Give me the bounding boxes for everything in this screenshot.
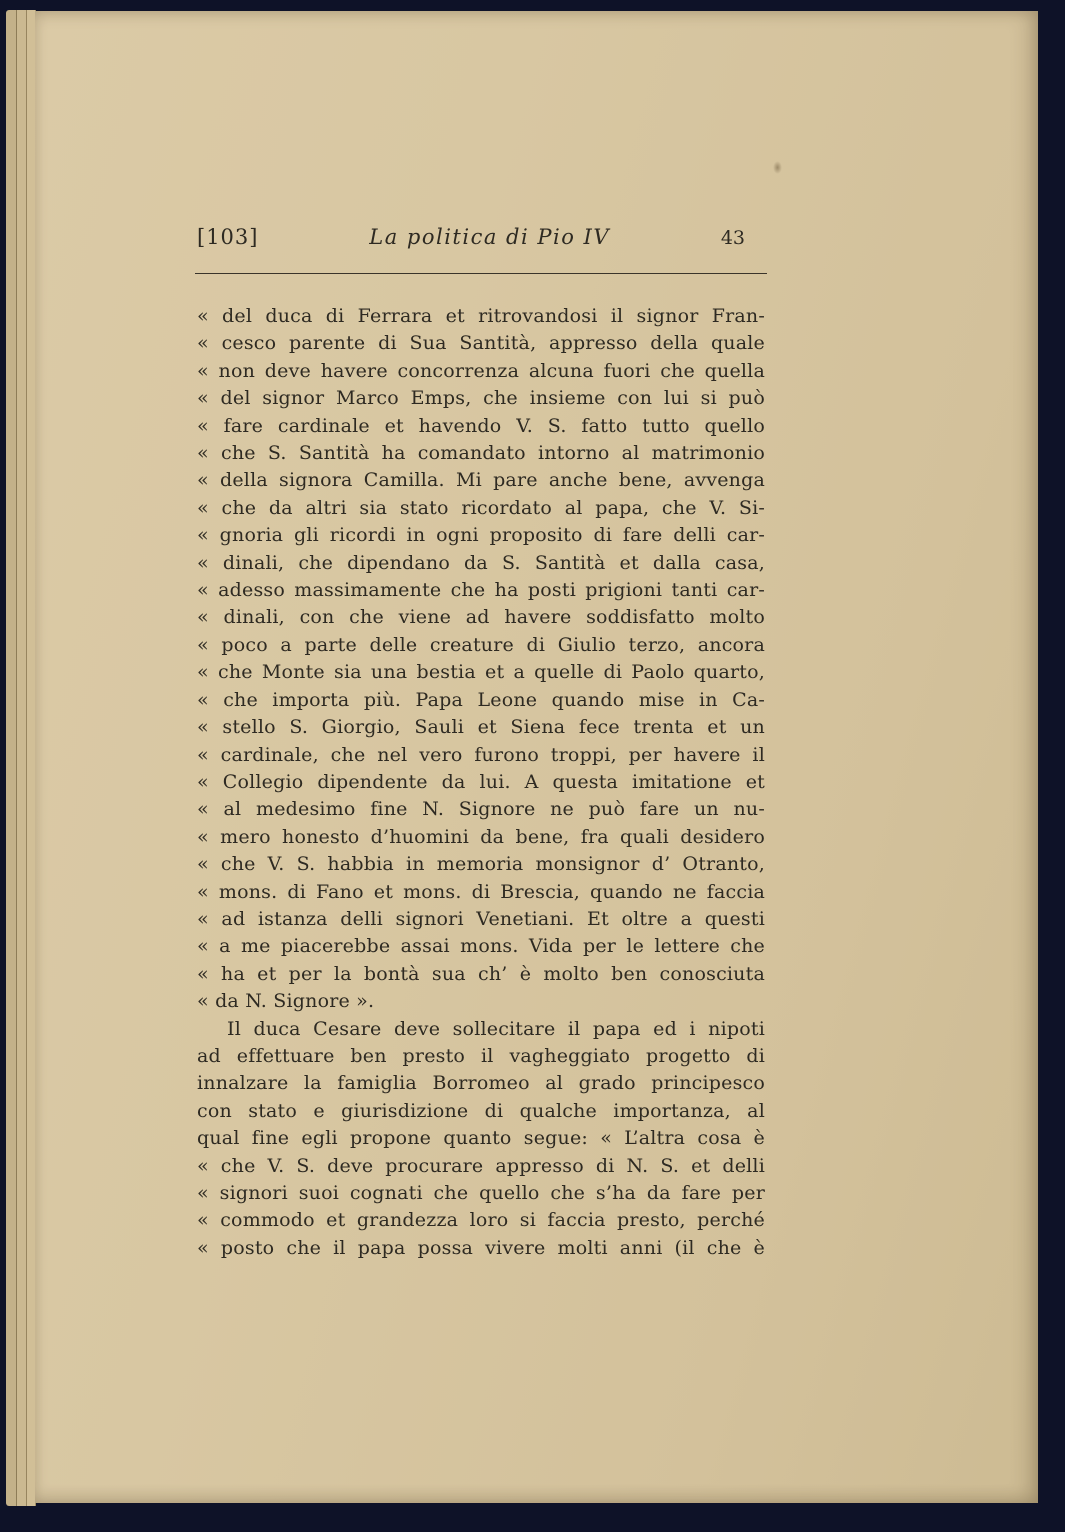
page-edge-strip <box>17 10 27 1506</box>
text-line: « a me piacerebbe assai mons. Vida per le lettere che <box>197 935 765 958</box>
text-line: « del signor Marco Emps, che insieme con lui si può <box>197 387 765 410</box>
text-line: « stello S. Giorgio, Sauli et Siena fece trenta et un <box>197 716 765 739</box>
text-line: « da N. Signore ». <box>197 990 375 1013</box>
text-line: « che da altri sia stato ricordato al papa, che V. Si- <box>197 496 765 519</box>
text-line: « dinali, con che viene ad havere soddisfatto molto <box>197 606 765 629</box>
text-line: « non deve havere concorrenza alcuna fuori che quella <box>197 359 765 382</box>
page-edge-strip <box>6 10 17 1506</box>
body-text <box>197 303 765 1262</box>
paper-stain <box>773 161 782 174</box>
text-line: « che V. S. deve procurare appresso di N. S. et delli <box>197 1154 765 1177</box>
text-line: « mons. di Fano et mons. di Brescia, quando ne faccia <box>197 880 765 903</box>
page-header <box>197 225 767 249</box>
text-line: qual fine egli propone quanto segue: « L’altra cosa è <box>197 1127 765 1150</box>
text-line: « ad istanza delli signori Venetiani. Et oltre a questi <box>197 907 765 930</box>
text-line: innalzare la famiglia Borromeo al grado principesco <box>197 1072 765 1095</box>
page-number: 43 <box>720 227 745 249</box>
text-line: con stato e giurisdizione di qualche importanza, al <box>197 1099 765 1122</box>
text-line: « fare cardinale et havendo V. S. fatto tutto quello <box>197 414 765 437</box>
text-line: « dinali, che dipendano da S. Santità et dalla casa, <box>197 551 765 574</box>
text-line: « gnoria gli ricordi in ogni proposito di fare delli car- <box>197 524 765 547</box>
text-line: Il duca Cesare deve sollecitare il papa ed i nipoti <box>227 1017 765 1040</box>
text-line: « che S. Santità ha comandato intorno al matrimonio <box>197 442 765 465</box>
header-rule <box>195 273 767 274</box>
text-line: « mero honesto d’huomini da bene, fra quali desidero <box>197 825 765 848</box>
text-line: « Collegio dipendente da lui. A questa imitatione et <box>197 770 765 793</box>
text-line: « cardinale, che nel vero furono troppi, per havere il <box>197 743 765 766</box>
text-line: ad effettuare ben presto il vagheggiato progetto di <box>197 1044 765 1067</box>
text-line: « commodo et grandezza loro si faccia presto, perché <box>197 1209 765 1232</box>
text-line: « ha et per la bontà sua ch’ è molto ben conosciuta <box>197 962 765 985</box>
text-line: « signori suoi cognati che quello che s’ha da fare per <box>197 1182 765 1204</box>
text-line: « al medesimo fine N. Signore ne può fare un nu- <box>197 798 765 821</box>
text-line: « del duca di Ferrara et ritrovandosi il signor Fran- <box>197 305 765 327</box>
text-line: « che importa più. Papa Leone quando mise in Ca- <box>197 688 765 711</box>
text-line: « posto che il papa possa vivere molti anni (il che è <box>197 1236 765 1259</box>
text-line: « che Monte sia una bestia et a quelle di Paolo quarto, <box>197 661 765 684</box>
running-title: La politica di Pio IV <box>369 225 610 249</box>
text-line: « adesso massimamente che ha posti prigioni tanti car- <box>197 579 765 602</box>
text-line: « che V. S. habbia in memoria monsignor d’ Otranto, <box>197 853 765 876</box>
text-line: « della signora Camilla. Mi pare anche bene, avvenga <box>197 469 765 492</box>
bracket-number: [103] <box>197 225 259 249</box>
book-page <box>35 11 1038 1503</box>
text-line: « cesco parente di Sua Santità, appresso della quale <box>197 332 765 355</box>
text-line: « poco a parte delle creature di Giulio terzo, ancora <box>197 633 765 656</box>
